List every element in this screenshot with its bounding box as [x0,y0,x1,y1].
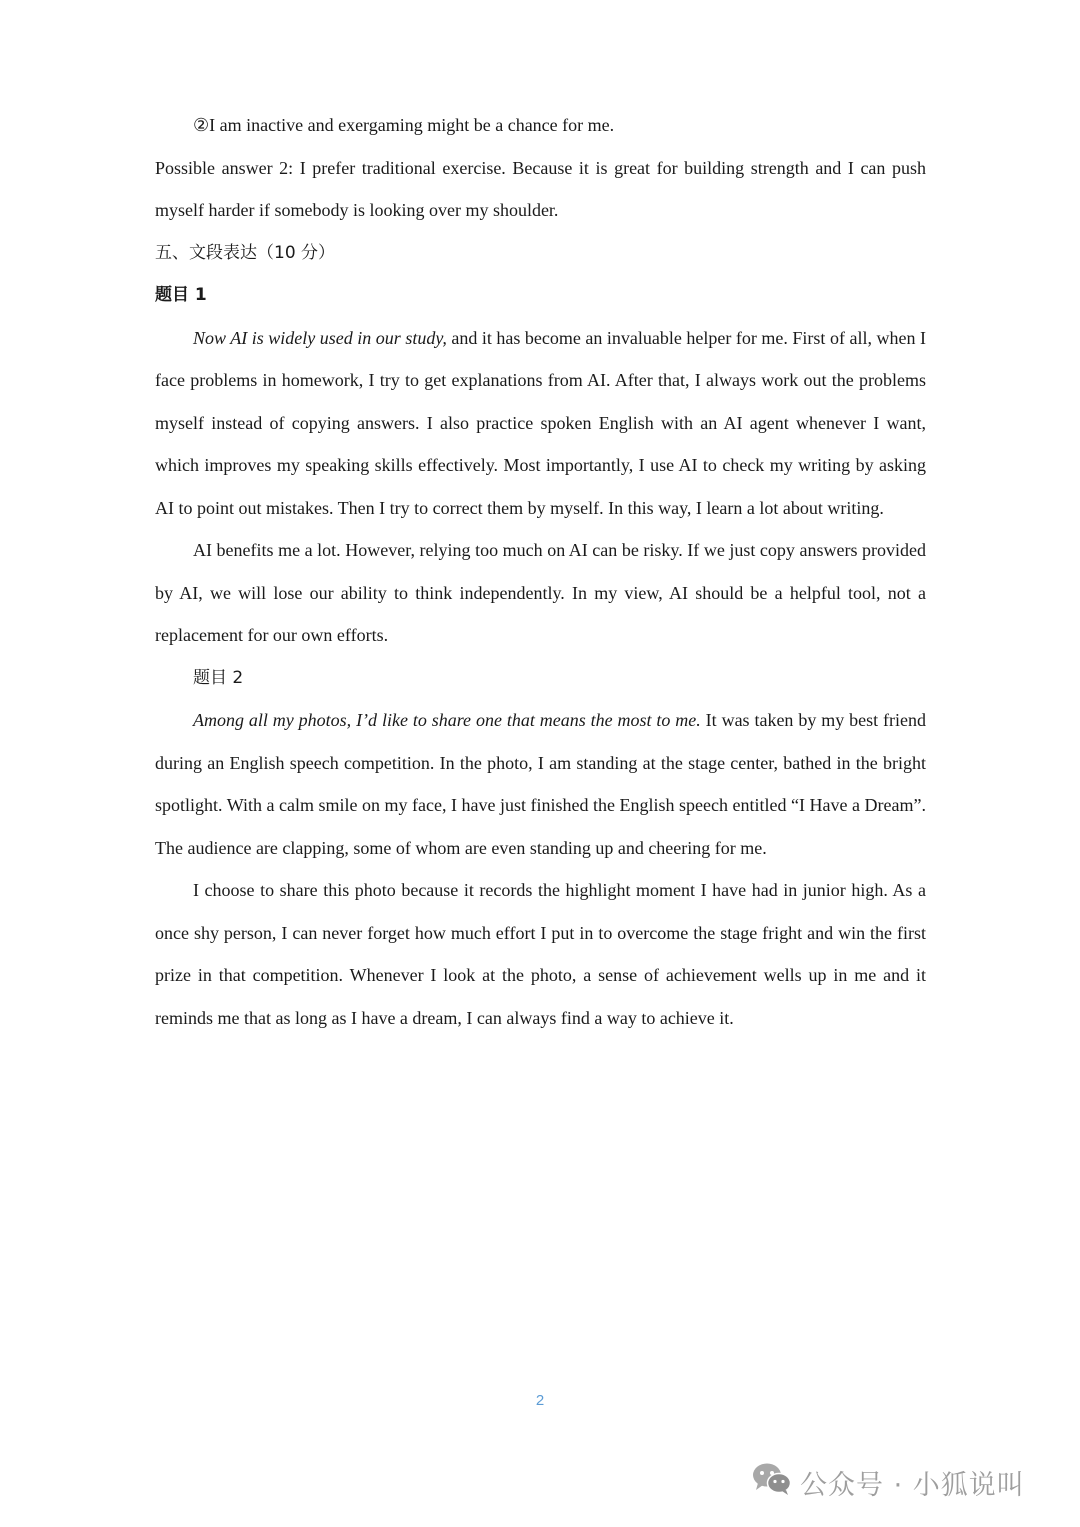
topic2-opening-sentence: Among all my photos, I’d like to share one that means the most to me. [193,710,701,730]
topic2-paragraph-1 [155,699,926,869]
wechat-icon [752,1462,800,1503]
topic2-heading: 题目 2 [193,667,244,688]
topic1-paragraph-2: AI benefits me a lot. However, relying too much on AI can be risky. If we just copy answers provided by AI, we will lose our ability to think independently. In my view, AI should be a helpful tool, not a replacement for our own efforts. [155,540,926,645]
watermark-text: 公众号 · 小狐说叫 [800,1470,1025,1501]
answer-line: ②I am inactive and exergaming might be a chance for me. [193,115,615,135]
topic1-paragraph-1 [155,317,926,530]
watermark [752,1462,1025,1503]
topic1-paragraph-1-text: and it has become an invaluable helper for me. First of all, when I face problems in homework, I try to get explanations from AI. After that, I always work out the problems myself instead of copying answers. I also practice spoken English with an AI agent whenever I want, which improves my speaking skills effectively. Most importantly, I use AI to check my writing by asking AI to point out mistakes. Then I try to correct them by myself. In this way, I learn a lot about writing. [155,327,926,518]
page-number: 2 [535,1392,545,1409]
topic2-paragraph-1-text: It was taken by my best friend during an English speech competition. In the photo, I am standing at the stage center, bathed in the bright spotlight. With a calm smile on my face, I have just finished the English speech entitled “I Have a Dream”. The audience are clapping, some of whom are even standing up and cheering for me. [155,710,926,858]
document-body [155,104,926,1039]
possible-answer-2: Possible answer 2: I prefer traditional exercise. Because it is great for building strength and I can push myself harder if somebody is looking over my shoulder. [155,157,926,220]
section-heading: 五、文段表达（10 分） [155,242,336,263]
topic2-paragraph-2: I choose to share this photo because it records the highlight moment I have had in junior high. As a once shy person, I can never forget how much effort I put in to overcome the stage fright and win the first prize in that competition. Whenever I look at the photo, a sense of achievement wells up in me and it reminds me that as long as I have a dream, I can always find a way to achieve it. [155,880,926,1028]
topic1-opening-sentence: Now AI is widely used in our study, [193,327,447,348]
topic1-heading: 题目 1 [155,285,207,305]
